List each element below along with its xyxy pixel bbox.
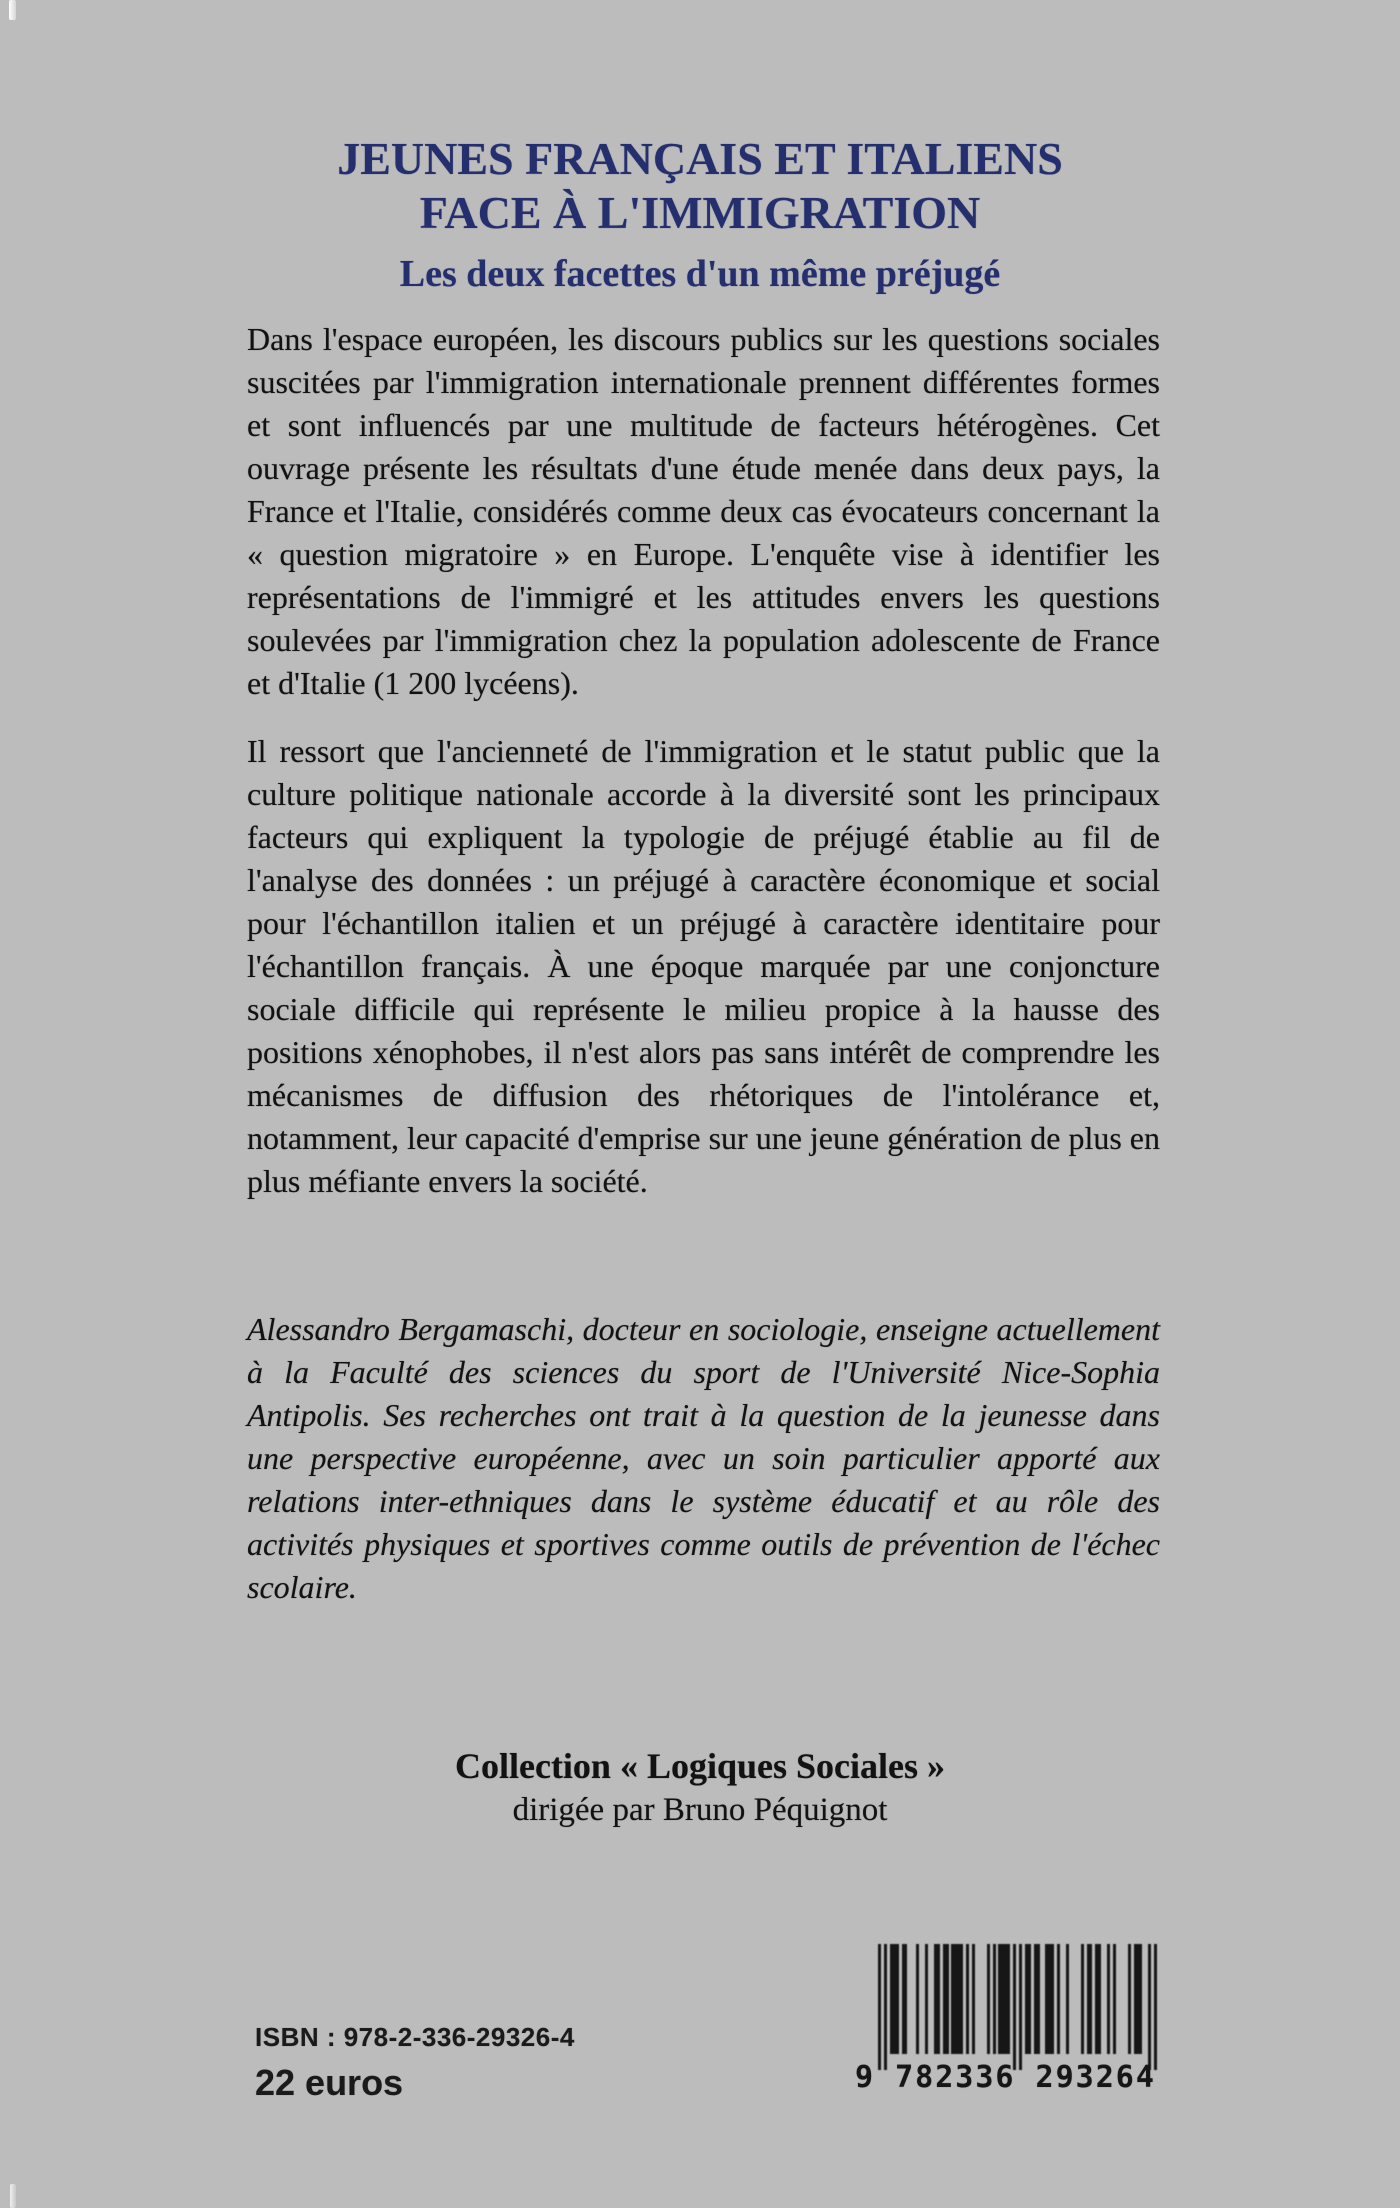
collection-name: Collection « Logiques Sociales » — [454, 1746, 945, 1786]
price-text: 22 euros — [255, 2062, 404, 2103]
synopsis — [247, 318, 1160, 1228]
barcode-bars — [878, 1944, 1157, 2070]
book-subtitle: Les deux facettes d'un même préjugé — [399, 253, 1001, 295]
book-title-line1: JEUNES FRANÇAIS ET ITALIENS — [337, 133, 1063, 184]
ean13-barcode — [857, 1944, 1177, 2094]
author-bio-text: Alessandro Bergamaschi, docteur en sociologie, enseigne actuellement à la Faculté des sciences du sport de l'Université Nice-Sophia Antipolis. Ses recherches ont trait à la question de la jeunesse dans une perspective européenne, avec un soin particulier apporté aux relations inter-ethniques dans le système éducatif et au rôle des activités physiques et sportives comme outils de prévention de l'échec scolaire. — [247, 1311, 1160, 1605]
isbn-text: ISBN : 978-2-336-29326-4 — [255, 2022, 575, 2052]
collection-block — [0, 1744, 1400, 1832]
title-block — [0, 132, 1400, 296]
isbn-price-block — [255, 2022, 575, 2104]
synopsis-paragraph-2: Il ressort que l'ancienneté de l'immigration et le statut public que la culture politique nationale accorde à la diversité sont les principaux facteurs qui expliquent la typologie de préjugé établie au fil de l'analyse des données : un préjugé à caractère économique et social pour l'échantillon italien et un préjugé à caractère identitaire pour l'échantillon français. À une époque marquée par une conjoncture sociale difficile qui représente le milieu propice à la hausse des positions xénophobes, il n'est alors pas sans intérêt de comprendre les mécanismes de diffusion des rhétoriques de l'intolérance et, notamment, leur capacité d'emprise sur une jeune génération de plus en plus méfiante envers la société. — [247, 733, 1160, 1199]
synopsis-paragraph-1: Dans l'espace européen, les discours publics sur les questions sociales suscitées par l'immigration internationale prennent différentes formes et sont influencés par une multitude de facteurs hétérogènes. Cet ouvrage présente les résultats d'une étude menée dans deux pays, la France et l'Italie, considérés comme deux cas évocateurs concernant la « question migratoire » en Europe. L'enquête vise à identifier les représentations de l'immigré et les attitudes envers les questions soulevées par l'immigration chez la population adolescente de France et d'Italie (1 200 lycéens). — [247, 321, 1160, 701]
barcode-digits: 9 782336 293264 — [855, 2060, 1156, 2095]
scan-artifact-top — [9, 0, 16, 20]
scan-artifact-bottom — [10, 2184, 16, 2208]
book-title-line2: FACE À L'IMMIGRATION — [419, 187, 981, 238]
author-bio — [247, 1308, 1160, 1609]
collection-director: dirigée par Bruno Péquignot — [512, 1792, 888, 1828]
